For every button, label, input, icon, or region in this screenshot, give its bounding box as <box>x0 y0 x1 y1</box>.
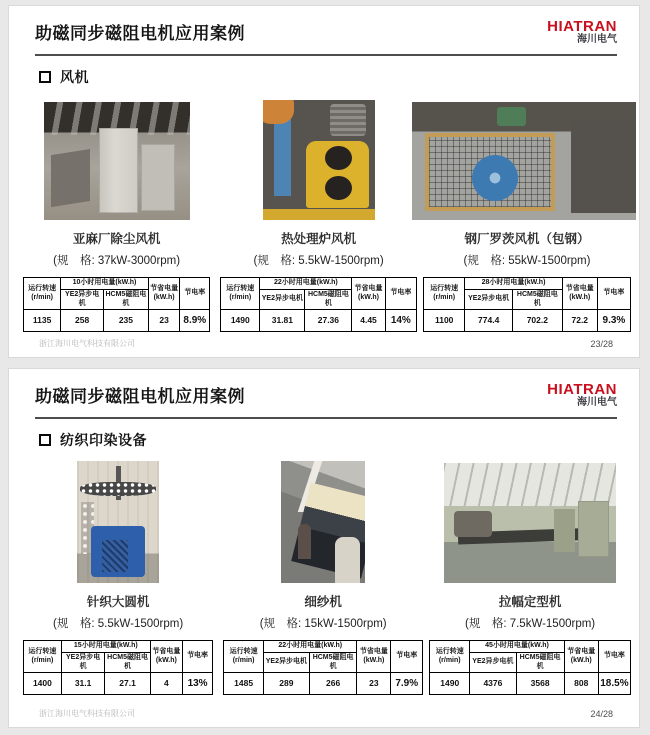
cell-hcm5: 266 <box>309 673 357 695</box>
section-label: 纺织印染设备 <box>60 432 147 448</box>
photo-wrap <box>23 98 210 220</box>
slide-textile <box>8 368 640 728</box>
photo-art-layer <box>444 463 616 506</box>
slide-title: 助磁同步磁阻电机应用案例 <box>35 387 245 406</box>
case-table <box>429 640 631 695</box>
square-bullet-icon <box>39 71 51 83</box>
photo-art-layer <box>51 148 90 206</box>
square-bullet-icon <box>39 434 51 446</box>
cell-speed: 1135 <box>24 310 61 332</box>
section-label: 风机 <box>60 69 89 85</box>
cell-hcm5: 235 <box>104 310 149 332</box>
group-header: 45小时用电量(kW.h) <box>470 641 564 653</box>
photo-art-layer <box>80 482 155 497</box>
photo-dust-removal-fan <box>44 102 190 220</box>
case-spec: (规 格: 7.5kW-1500rpm) <box>464 618 596 630</box>
cell-saving: 72.2 <box>562 310 597 332</box>
col-hcm5-header: HCM5磁阻电机 <box>513 289 563 310</box>
photo-roots-blower <box>412 102 636 220</box>
photo-wrap <box>223 461 423 583</box>
cell-ye2: 4376 <box>470 673 516 695</box>
brand-logo-text: HIATRAN <box>547 381 617 398</box>
photo-stenter-setting-machine <box>444 463 616 583</box>
cell-ye2: 774.4 <box>465 310 513 332</box>
col-ye2-header: YE2异步电机 <box>470 652 516 673</box>
photo-art-layer <box>335 537 360 583</box>
group-header: 22小时用电量(kW.h) <box>264 641 357 653</box>
company-name: 浙江海川电气科技有限公司 <box>39 339 135 348</box>
photo-art-layer <box>325 146 352 170</box>
brand-logo-cn: 海川电气 <box>577 34 617 45</box>
group-header: 10小时用电量(kW.h) <box>61 278 149 290</box>
slide-header <box>9 6 639 45</box>
cell-hcm5: 3568 <box>516 673 564 695</box>
cell-rate: 9.3% <box>597 310 630 332</box>
case-table <box>423 277 631 332</box>
col-speed-header: 运行转速 (r/min) <box>221 278 260 310</box>
col-saving-header: 节省电量 (kW.h) <box>148 278 180 310</box>
col-hcm5-header: HCM5磁阻电机 <box>104 289 149 310</box>
col-speed-header: 运行转速 (r/min) <box>430 641 470 673</box>
col-saving-header: 节省电量 (kW.h) <box>562 278 597 310</box>
photo-spinning-frame <box>281 461 365 583</box>
photo-art-layer <box>554 509 575 552</box>
photo-art-layer <box>578 501 609 556</box>
case-card-furnace-fan <box>220 98 417 332</box>
photo-art-layer <box>99 128 138 213</box>
cell-hcm5: 27.36 <box>305 310 352 332</box>
case-table <box>23 640 213 695</box>
photo-wrap <box>423 98 631 220</box>
cell-speed: 1490 <box>430 673 470 695</box>
col-saving-header: 节省电量 (kW.h) <box>150 641 182 673</box>
case-card-knitting-machine <box>23 461 213 695</box>
cell-hcm5: 702.2 <box>513 310 563 332</box>
slide-fans <box>8 5 640 358</box>
cell-speed: 1485 <box>224 673 264 695</box>
cell-saving: 4.45 <box>352 310 385 332</box>
brand-logo-text: HIATRAN <box>547 18 617 35</box>
col-speed-header: 运行转速 (r/min) <box>224 641 264 673</box>
brand-logo <box>547 382 617 408</box>
section-header <box>39 430 639 450</box>
photo-art-layer <box>263 209 375 220</box>
cell-rate: 13% <box>182 673 212 695</box>
photo-art-layer <box>325 176 352 200</box>
title-underline <box>35 54 617 56</box>
brand-logo-cn: 海川电气 <box>577 397 617 408</box>
slide-footer <box>39 708 613 719</box>
slide-title: 助磁同步磁阻电机应用案例 <box>35 24 245 43</box>
case-row <box>9 461 639 695</box>
case-caption: 热处理炉风机 <box>281 232 357 246</box>
slide-footer <box>39 338 613 349</box>
photo-art-layer <box>454 511 492 537</box>
case-caption: 拉幅定型机 <box>498 595 562 609</box>
case-table <box>220 277 417 332</box>
photo-art-layer <box>141 144 175 210</box>
photo-art-layer <box>330 104 366 136</box>
case-caption: 亚麻厂除尘风机 <box>72 232 161 246</box>
cell-saving: 23 <box>357 673 391 695</box>
col-rate-header: 节电率 <box>598 641 630 673</box>
col-ye2-header: YE2异步电机 <box>465 289 513 310</box>
col-rate-header: 节电率 <box>182 641 212 673</box>
cell-ye2: 31.1 <box>61 673 105 695</box>
slide-header <box>9 369 639 408</box>
case-row <box>9 98 639 332</box>
photo-circular-knitting-machine <box>77 461 159 583</box>
page-number: 24/28 <box>590 709 613 719</box>
case-caption: 细纱机 <box>304 595 342 609</box>
photo-wrap <box>23 461 213 583</box>
col-rate-header: 节电率 <box>180 278 210 310</box>
photo-art-layer <box>298 524 311 558</box>
photo-wrap <box>220 98 417 220</box>
case-card-roots-fan <box>423 98 631 332</box>
cell-speed: 1400 <box>24 673 62 695</box>
section-header <box>39 67 639 87</box>
col-saving-header: 节省电量 (kW.h) <box>357 641 391 673</box>
case-spec: (规 格: 5.5kW-1500rpm) <box>253 255 384 267</box>
cell-saving: 23 <box>148 310 180 332</box>
photo-art-layer <box>497 107 526 126</box>
case-card-stenter-machine <box>429 461 631 695</box>
cell-rate: 7.9% <box>391 673 423 695</box>
photo-furnace-fan <box>263 100 375 220</box>
col-rate-header: 节电率 <box>391 641 423 673</box>
case-caption: 钢厂罗茨风机（包钢） <box>464 232 590 246</box>
case-spec: (规 格: 37kW-3000rpm) <box>53 255 181 267</box>
cell-saving: 808 <box>564 673 598 695</box>
case-caption: 针织大圆机 <box>86 595 150 609</box>
cell-rate: 14% <box>385 310 416 332</box>
case-card-spinning-frame <box>223 461 423 695</box>
col-ye2-header: YE2异步电机 <box>264 652 310 673</box>
group-header: 28小时用电量(kW.h) <box>465 278 562 290</box>
col-ye2-header: YE2异步电机 <box>61 652 105 673</box>
cell-speed: 1100 <box>424 310 465 332</box>
case-spec: (规 格: 15kW-1500rpm) <box>259 618 387 630</box>
col-saving-header: 节省电量 (kW.h) <box>352 278 385 310</box>
case-table <box>23 277 210 332</box>
case-spec: (规 格: 5.5kW-1500rpm) <box>53 618 184 630</box>
cell-saving: 4 <box>150 673 182 695</box>
cell-speed: 1490 <box>221 310 260 332</box>
cell-rate: 18.5% <box>598 673 630 695</box>
cell-hcm5: 27.1 <box>105 673 150 695</box>
col-rate-header: 节电率 <box>597 278 630 310</box>
col-hcm5-header: HCM5磁阻电机 <box>105 652 150 673</box>
cell-ye2: 258 <box>61 310 104 332</box>
case-card-dust-fan <box>23 98 210 332</box>
cell-rate: 8.9% <box>180 310 210 332</box>
col-speed-header: 运行转速 (r/min) <box>24 641 62 673</box>
col-saving-header: 节省电量 (kW.h) <box>564 641 598 673</box>
cell-ye2: 289 <box>264 673 310 695</box>
case-spec: (规 格: 55kW-1500rpm) <box>463 255 591 267</box>
case-table <box>223 640 423 695</box>
group-header: 22小时用电量(kW.h) <box>260 278 352 290</box>
col-ye2-header: YE2异步电机 <box>61 289 104 310</box>
group-header: 15小时用电量(kW.h) <box>61 641 150 653</box>
col-hcm5-header: HCM5磁阻电机 <box>309 652 357 673</box>
page-number: 23/28 <box>590 339 613 349</box>
col-speed-header: 运行转速 (r/min) <box>424 278 465 310</box>
brand-logo <box>547 19 617 45</box>
col-rate-header: 节电率 <box>385 278 416 310</box>
col-hcm5-header: HCM5磁阻电机 <box>516 652 564 673</box>
photo-art-layer <box>102 540 128 572</box>
col-ye2-header: YE2异步电机 <box>260 289 305 310</box>
company-name: 浙江海川电气科技有限公司 <box>39 709 135 718</box>
col-hcm5-header: HCM5磁阻电机 <box>305 289 352 310</box>
photo-wrap <box>429 461 631 583</box>
col-speed-header: 运行转速 (r/min) <box>24 278 61 310</box>
photo-art-layer <box>571 121 636 213</box>
title-underline <box>35 417 617 419</box>
cell-ye2: 31.81 <box>260 310 305 332</box>
